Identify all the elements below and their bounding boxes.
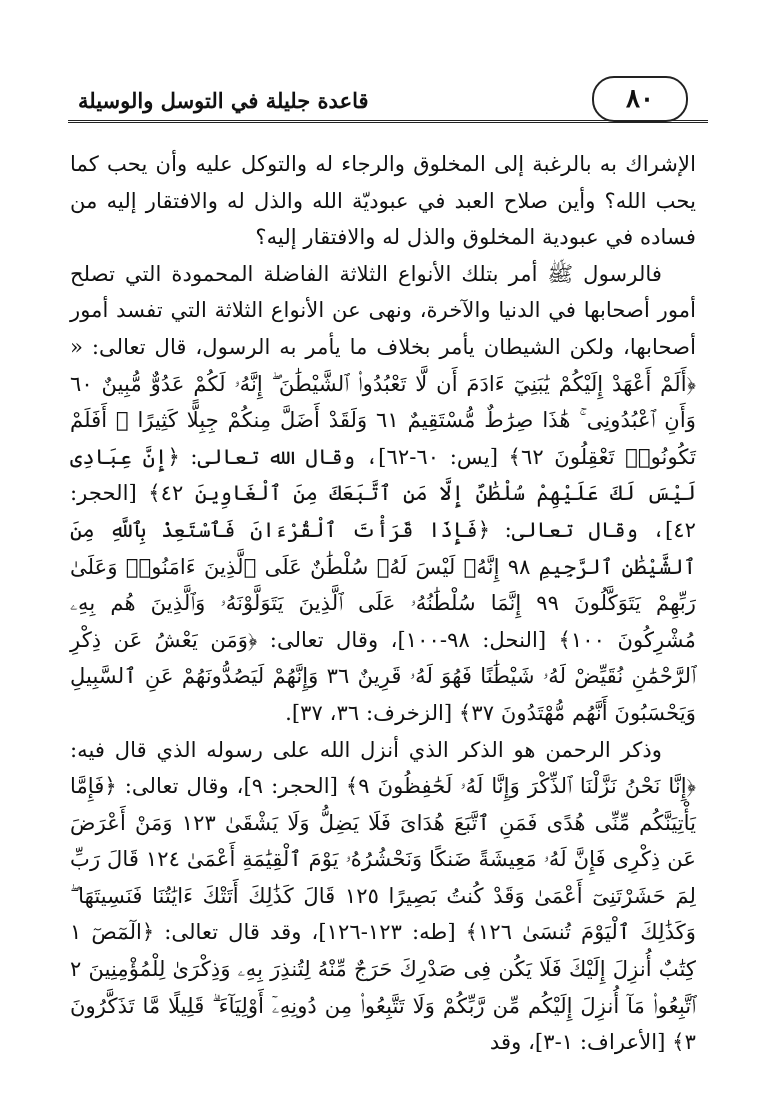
paragraph-1: الإشراك به بالرغبة إلى المخلوق والرجاء له والتوكل عليه وأن يحب كما يحب الله؟ وأين صلاح العبد في عبوديّة الله والذل له والافتقار إليه من فساده في عبودية المخلوق والذل له والافتقار إليه؟ [70, 151, 696, 250]
page-number: ٨٠ [592, 76, 688, 122]
page-header [68, 74, 708, 130]
page-body [70, 146, 696, 1061]
paragraph-2: فالرسول ﷺ أمر بتلك الأنواع الثلاثة الفاضلة المحمودة التي تصلح أمور أصحابها في الدنيا والآخرة، ونهى عن الأنواع الثلاثة التي تفسد أمور أصحابها، ولكن الشيطان يأمر بخلاف ما يأمر به الرسول، قال تعالى: « ﴿أَلَمْ أَعْهَدْ إِلَيْكُمْ يَٰبَنِيٓ ءَادَمَ أَن لَّا تَعْبُدُوا۟ ٱلشَّيْطَٰنَ ۖ إِنَّهُۥ لَكُمْ عَدُوٌّ مُّبِينٌ ٦٠ وَأَنِ ٱعْبُدُونِى ۚ هَٰذَا صِرَٰطٌ مُّسْتَقِيمٌ ٦١ وَلَقَدْ أَضَلَّ مِنكُمْ جِبِلًّا كَثِيرًا ۖ أَفَلَمْ تَكُونُوا۟ تَعْقِلُونَ ٦٢﴾ [يس: ٦٠-٦٢]، وقال الله تعالى: ﴿إِنَّ عِبَادِى لَيْسَ لَكَ عَلَيْهِمْ سُلْطَٰنٌ إِلَّا مَنِ ٱتَّبَعَكَ مِنَ ٱلْغَاوِينَ ٤٢﴾ [الحجر: ٤٢]، وقال تعالى: ﴿فَإِذَا قَرَأْتَ ٱلْقُرْءَانَ فَٱسْتَعِذْ بِٱللَّهِ مِنَ ٱلشَّيْطَٰنِ ٱلرَّجِيمِ ٩٨ إِنَّهُۥ لَيْسَ لَهُۥ سُلْطَٰنٌ عَلَى ٱلَّذِينَ ءَامَنُوا۟ وَعَلَىٰ رَبِّهِمْ يَتَوَكَّلُونَ ٩٩ إِنَّمَا سُلْطَٰنُهُۥ عَلَى ٱلَّذِينَ يَتَوَلَّوْنَهُۥ وَٱلَّذِينَ هُم بِهِۦ مُشْرِكُونَ ١٠٠﴾ [النحل: ٩٨-١٠٠]، وقال تعالى: ﴿وَمَن يَعْشُ عَن ذِكْرِ ٱلرَّحْمَٰنِ نُقَيِّضْ لَهُۥ شَيْطَٰنًا فَهُوَ لَهُۥ قَرِينٌ ٣٦ وَإِنَّهُمْ لَيَصُدُّونَهُمْ عَنِ ٱلسَّبِيلِ وَيَحْسَبُونَ أَنَّهُم مُّهْتَدُونَ ٣٧﴾ [الزخرف: ٣٦، ٣٧]. [70, 260, 696, 725]
paragraph-3: وذكر الرحمن هو الذكر الذي أنزل الله على رسوله الذي قال فيه: ﴿إِنَّا نَحْنُ نَزَّلْنَا ٱلذِّكْرَ وَإِنَّا لَهُۥ لَحَٰفِظُونَ ٩﴾ [الحجر: ٩]، وقال تعالى: ﴿فَإِمَّا يَأْتِيَنَّكُم مِّنِّى هُدًى فَمَنِ ٱتَّبَعَ هُدَاىَ فَلَا يَضِلُّ وَلَا يَشْقَىٰ ١٢٣ وَمَنْ أَعْرَضَ عَن ذِكْرِى فَإِنَّ لَهُۥ مَعِيشَةً ضَنكًا وَنَحْشُرُهُۥ يَوْمَ ٱلْقِيَٰمَةِ أَعْمَىٰ ١٢٤ قَالَ رَبِّ لِمَ حَشَرْتَنِىٓ أَعْمَىٰ وَقَدْ كُنتُ بَصِيرًا ١٢٥ قَالَ كَذَٰلِكَ أَتَتْكَ ءَايَٰتُنَا فَنَسِيتَهَا ۖ وَكَذَٰلِكَ ٱلْيَوْمَ تُنسَىٰ ١٢٦﴾ [طه: ١٢٣-١٢٦]، وقد قال تعالى: ﴿الٓمٓصٓ ١ كِتَٰبٌ أُنزِلَ إِلَيْكَ فَلَا يَكُن فِى صَدْرِكَ حَرَجٌ مِّنْهُ لِتُنذِرَ بِهِۦ وَذِكْرَىٰ لِلْمُؤْمِنِينَ ٢ ٱتَّبِعُوا۟ مَآ أُنزِلَ إِلَيْكُم مِّن رَّبِّكُمْ وَلَا تَتَّبِعُوا۟ مِن دُونِهِۦٓ أَوْلِيَآءَ ۗ قَلِيلًا مَّا تَذَكَّرُونَ ٣﴾ [الأعراف: ١-٣]، وقد [70, 736, 697, 1055]
running-title: قاعدة جليلة في التوسل والوسيلة [78, 88, 369, 113]
